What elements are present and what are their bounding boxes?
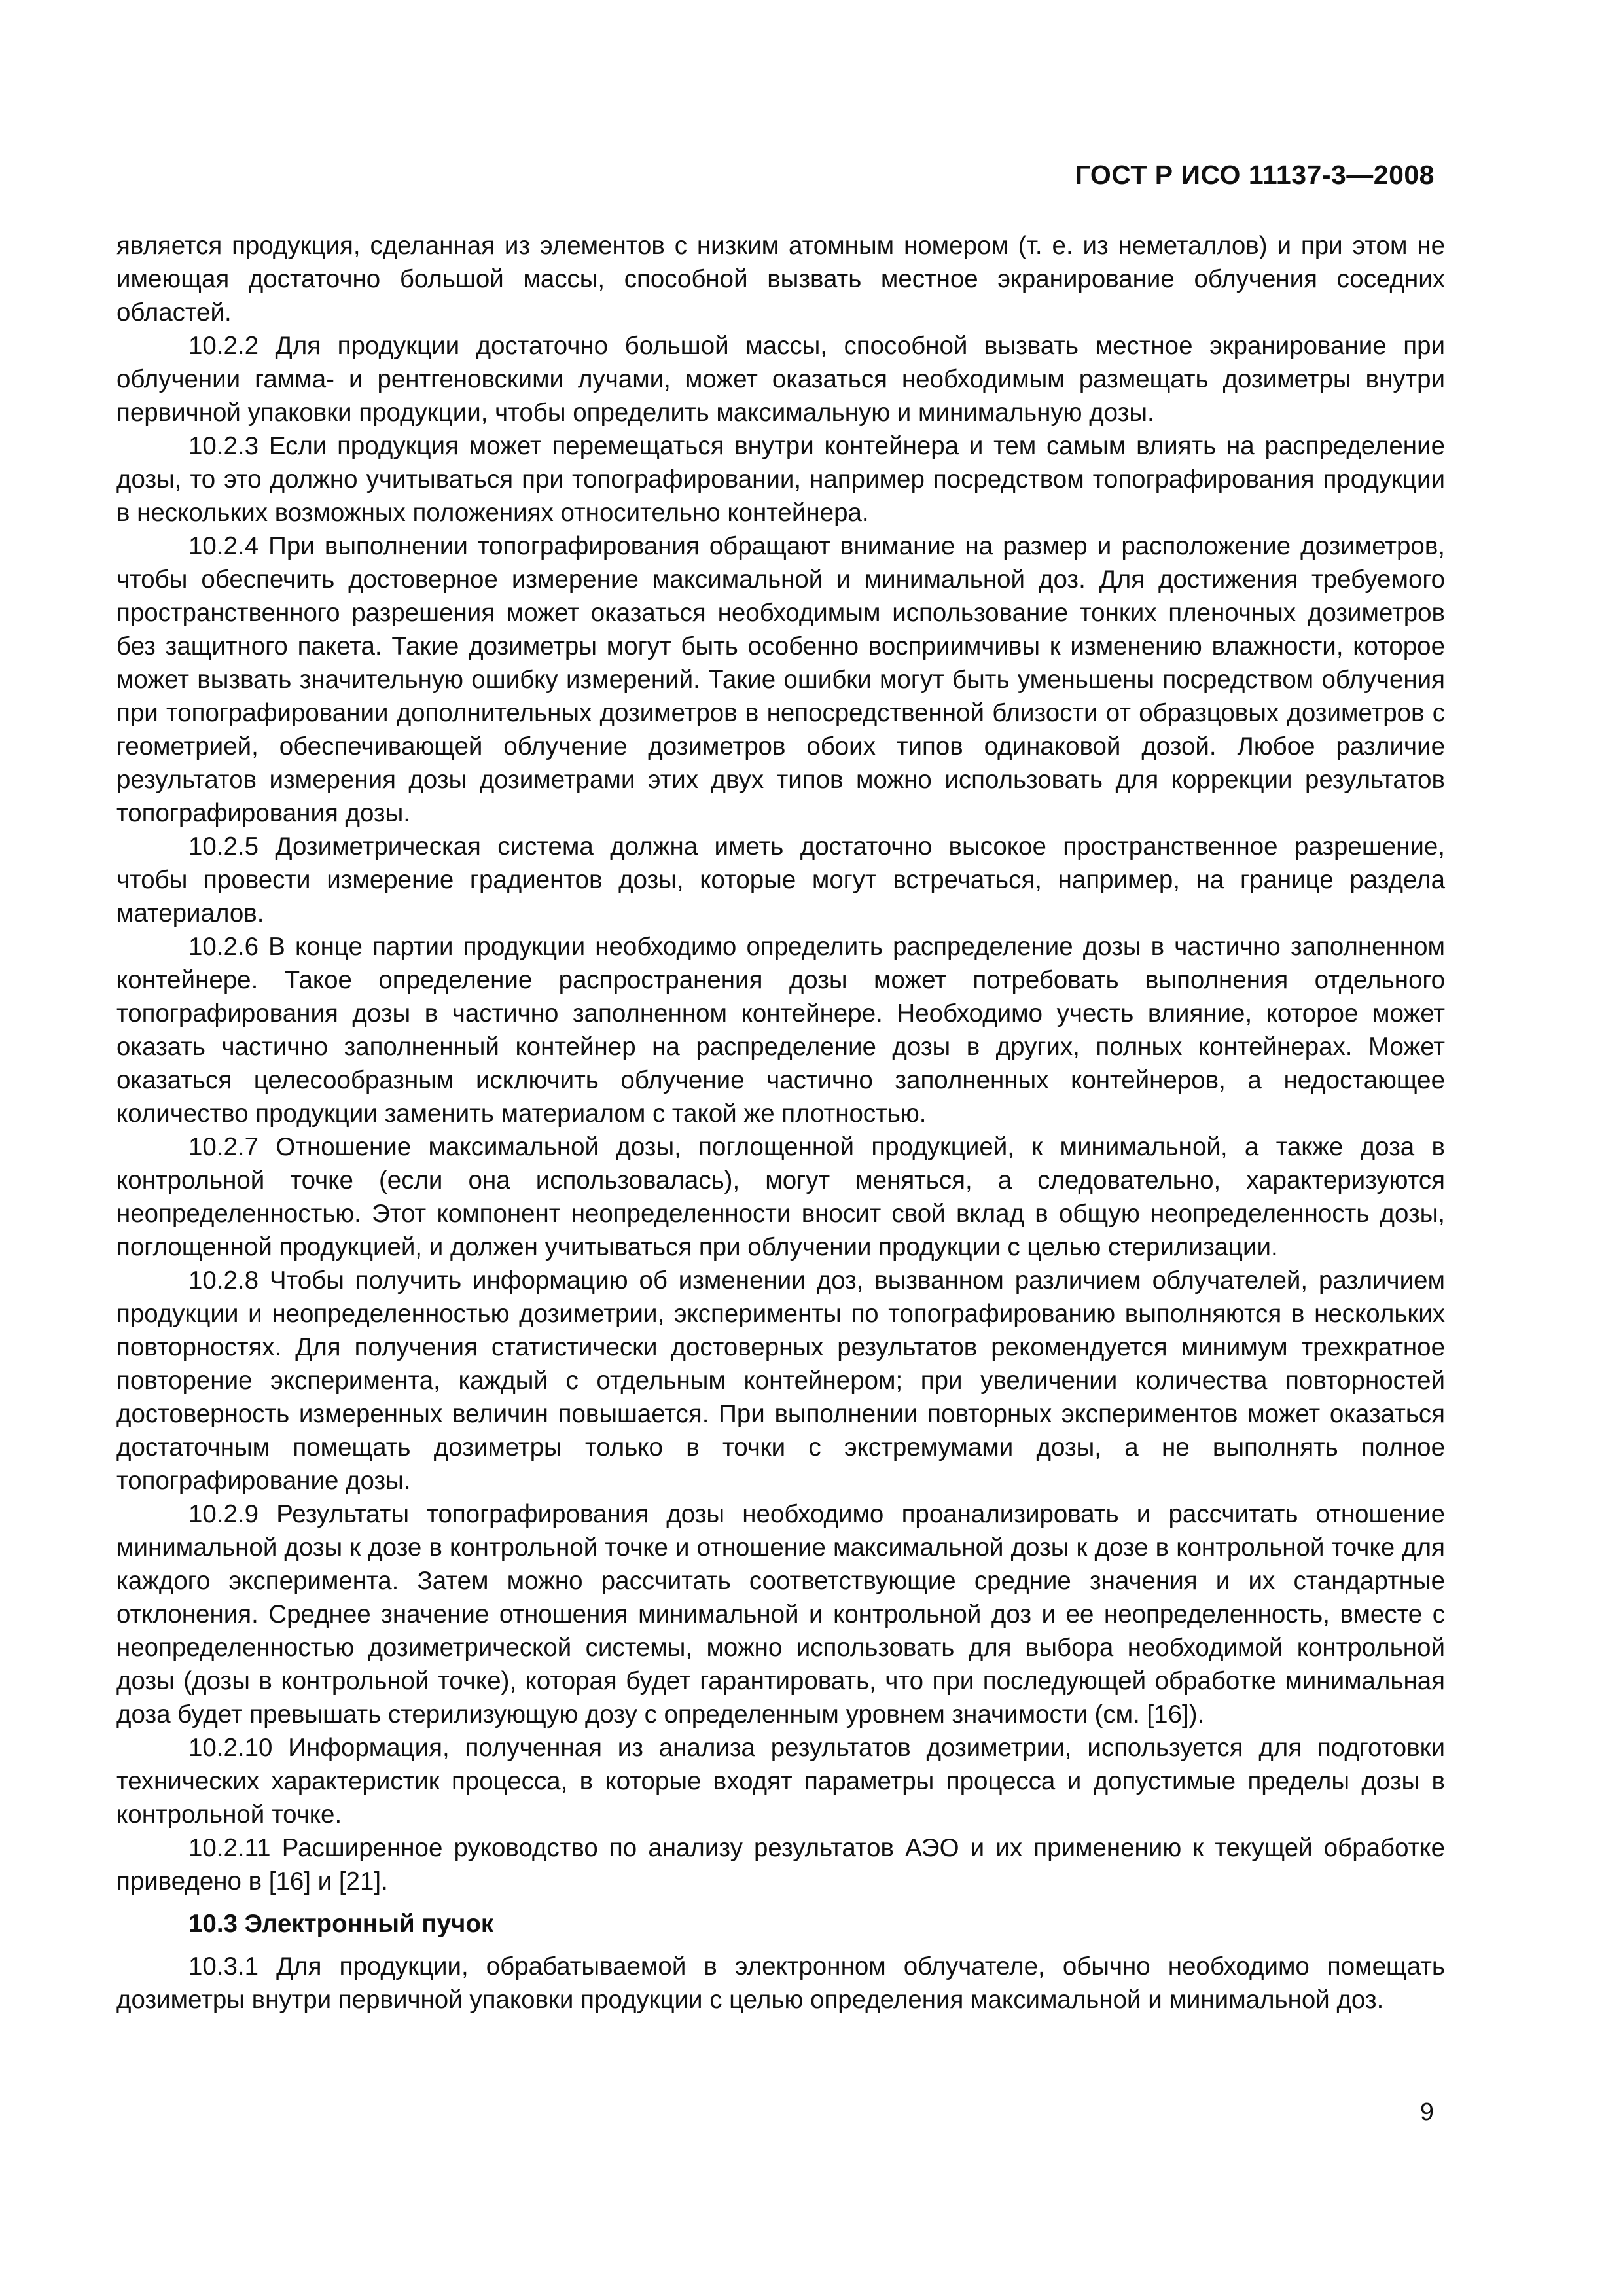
page-number: 9 — [1419, 2098, 1434, 2126]
paragraph: 10.3.1 Для продукции, обрабатываемой в электронном облучателе, обычно необходимо помещать дозиметры внутри первичной упаковки продукции с целью определения максимальной и минимальной доз. — [116, 1952, 1445, 2014]
paragraph: 10.2.6 В конце партии продукции необходимо определить распределение дозы в частично заполненном контейнере. Такое определение распространения дозы может потребовать выполнения отдельного топографирования дозы в частично заполненном контейнере. Необходимо учесть влияние, которое может оказать частично заполненный контейнер на распределение дозы в других, полных контейнерах. Может оказаться целесообразным исключить облучение частично заполненных контейнеров, а недостающее количество продукции заменить материалом с такой же плотностью. — [116, 933, 1445, 1128]
paragraph: 10.2.8 Чтобы получить информацию об изменении доз, вызванном различием облучателей, различием продукции и неопределенностью дозиметрии, эксперименты по топографированию выполняются в нескольких повторностях. Для получения статистически достоверных результатов рекомендуется минимум трехкратное повторение эксперимента, каждый с отдельным контейнером; при увеличении количества повторностей достоверность измеренных величин повышается. При выполнении повторных экспериментов может оказаться достаточным помещать дозиметры только в точки с экстремумами дозы, а не выполнять полное топографирование дозы. — [116, 1266, 1445, 1495]
document-id-header: ГОСТ Р ИСО 11137-3—2008 — [1075, 160, 1435, 190]
paragraph: 10.2.7 Отношение максимальной дозы, поглощенной продукцией, к минимальной, а также доза в контрольной точке (если она использовалась), могут меняться, а следовательно, характеризуются неопределенностью. Этот компонент неопределенности вносит свой вклад в общую неопределенность дозы, поглощенной продукцией, и должен учитываться при облучении продукции с целью стерилизации. — [116, 1133, 1445, 1261]
paragraph: 10.2.5 Дозиметрическая система должна иметь достаточно высокое пространственное разрешение, чтобы провести измерение градиентов дозы, которые могут встречаться, например, на границе раздела материалов. — [116, 833, 1445, 927]
paragraph: 10.2.3 Если продукция может перемещаться внутри контейнера и тем самым влиять на распределение дозы, то это должно учитываться при топографировании, например посредством топографирования продукции в нескольких возможных положениях относительно контейнера. — [116, 432, 1445, 527]
paragraph: является продукция, сделанная из элементов с низким атомным номером (т. е. из неметаллов) и при этом не имеющая достаточно большой массы, способной вызвать местное экранирование облучения соседних областей. — [116, 232, 1445, 327]
paragraph: 10.2.11 Расширенное руководство по анализу результатов АЭО и их применению к текущей обработке приведено в [16] и [21]. — [116, 1834, 1445, 1895]
section-heading: 10.3 Электронный пучок — [188, 1910, 494, 1938]
body-text — [116, 229, 1445, 2017]
paragraph: 10.2.9 Результаты топографирования дозы необходимо проанализировать и рассчитать отношение минимальной дозы к дозе в контрольной точке и отношение максимальной дозы к дозе в контрольной точке для каждого эксперимента. Затем можно рассчитать соответствующие средние значения и их стандартные отклонения. Среднее значение отношения минимальной и контрольной доз и ее неопределенность, вместе с неопределенностью дозиметрической системы, можно использовать для выбора необходимой контрольной дозы (дозы в контрольной точке), которая будет гарантировать, что при последующей обработке минимальная доза будет превышать стерилизующую дозу с определенным уровнем значимости (см. [16]). — [116, 1500, 1445, 1729]
paragraph: 10.2.4 При выполнении топографирования обращают внимание на размер и расположение дозиметров, чтобы обеспечить достоверное измерение максимальной и минимальной доз. Для достижения требуемого пространственного разрешения может оказаться необходимым использование тонких пленочных дозиметров без защитного пакета. Такие дозиметры могут быть особенно восприимчивы к изменению влажности, которое может вызвать значительную ошибку измерений. Такие ошибки могут быть уменьшены посредством облучения при топографировании дополнительных дозиметров в непосредственной близости от образцовых дозиметров с геометрией, обеспечивающей облучение дозиметров обоих типов одинаковой дозой. Любое различие результатов измерения дозы дозиметрами этих двух типов можно использовать для коррекции результатов топографирования дозы. — [116, 532, 1445, 827]
paragraph: 10.2.2 Для продукции достаточно большой массы, способной вызвать местное экранирование при облучении гамма- и рентгеновскими лучами, может оказаться необходимым размещать дозиметры внутри первичной упаковки продукции, чтобы определить максимальную и минимальную дозы. — [116, 332, 1445, 427]
paragraph: 10.2.10 Информация, полученная из анализа результатов дозиметрии, используется для подготовки технических характеристик процесса, в которые входят параметры процесса и допустимые пределы дозы в контрольной точке. — [116, 1734, 1445, 1829]
